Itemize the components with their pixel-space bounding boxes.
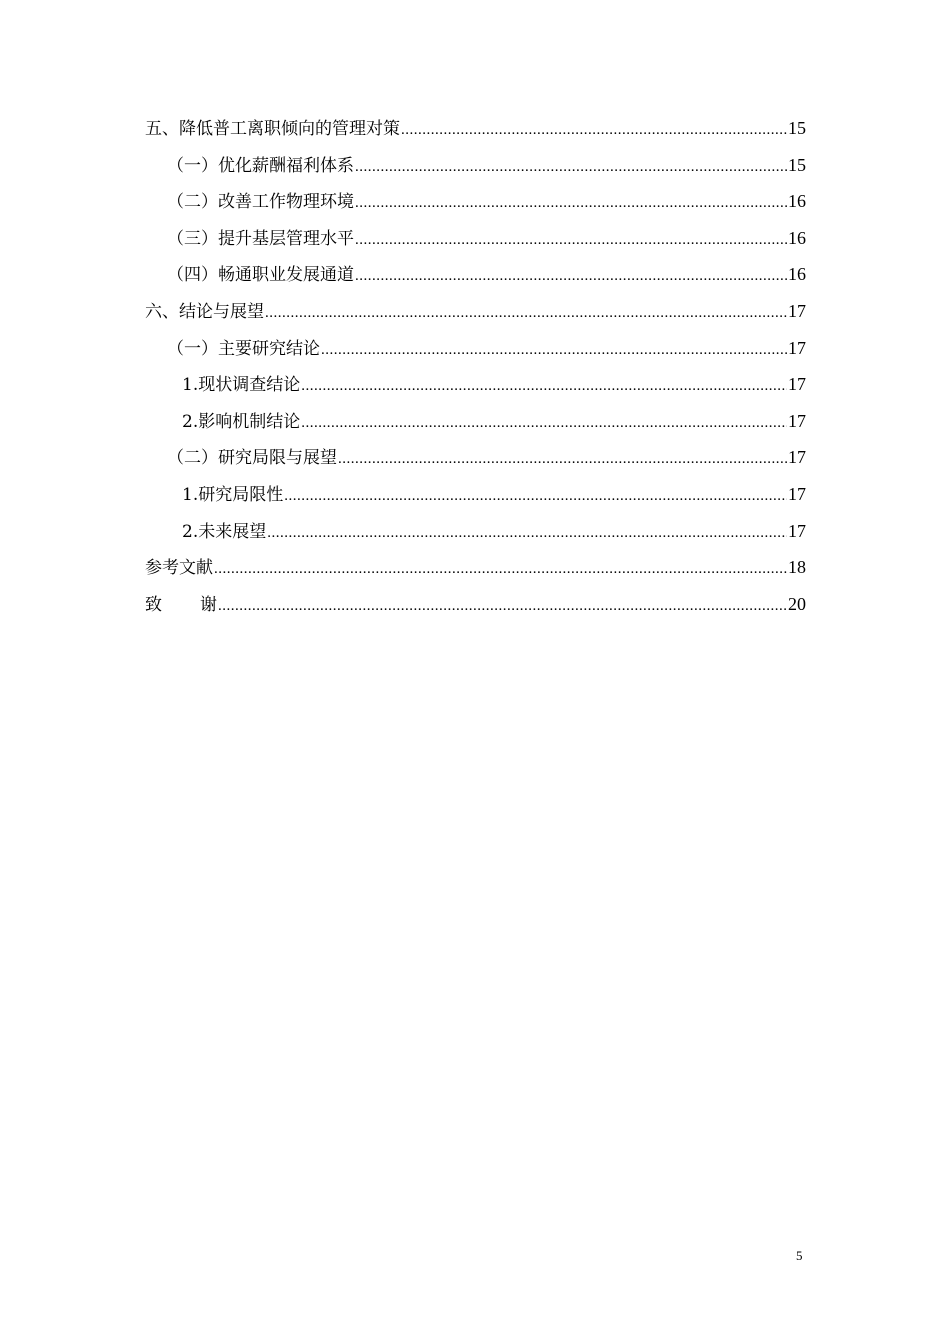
toc-dot-leader [267, 515, 787, 552]
toc-dot-leader [355, 258, 787, 295]
toc-entry-section-5[interactable] [145, 110, 806, 147]
toc-entry-page: 17 [788, 410, 806, 431]
toc-entry-title: （一）优化薪酬福利体系 [167, 155, 354, 176]
toc-dot-leader [214, 551, 787, 588]
table-of-contents [145, 110, 806, 622]
toc-entry-title: （二）研究局限与展望 [167, 448, 337, 469]
toc-entry-title: （一）主要研究结论 [167, 338, 320, 359]
toc-entry-page: 17 [788, 300, 806, 321]
toc-entry-page: 15 [788, 118, 806, 138]
toc-entry-6-2-2[interactable] [145, 513, 806, 550]
toc-entry-title [145, 587, 217, 624]
toc-entry-page: 17 [788, 447, 806, 468]
toc-entry-title: （三）提升基层管理水平 [167, 228, 354, 249]
toc-entry-6-1[interactable] [145, 330, 806, 367]
toc-entry-6-2[interactable] [145, 439, 806, 476]
toc-entry-page: 20 [788, 593, 806, 614]
toc-dot-leader [355, 149, 787, 186]
toc-entry-page: 16 [788, 264, 806, 285]
toc-entry-title: （四）畅通职业发展通道 [167, 265, 354, 286]
toc-dot-leader [321, 332, 787, 369]
toc-entry-page: 17 [788, 520, 806, 541]
toc-dot-leader [218, 588, 787, 625]
toc-entry-5-4[interactable] [145, 256, 806, 293]
toc-entry-page: 17 [788, 337, 806, 358]
toc-entry-title: 1.现状调查结论 [182, 375, 301, 396]
toc-entry-page: 16 [788, 227, 806, 248]
toc-dot-leader [355, 185, 787, 222]
toc-entry-title: 2.影响机制结论 [182, 411, 301, 432]
toc-entry-references[interactable] [145, 549, 806, 586]
toc-entry-page: 17 [788, 374, 806, 395]
toc-entry-page: 15 [788, 154, 806, 175]
toc-entry-5-2[interactable] [145, 183, 806, 220]
toc-entry-6-1-2[interactable] [145, 403, 806, 440]
toc-entry-6-2-1[interactable] [145, 476, 806, 513]
toc-dot-leader [284, 478, 787, 515]
toc-entry-title: （二）改善工作物理环境 [167, 192, 354, 213]
toc-dot-leader [338, 441, 787, 478]
toc-entry-6-1-1[interactable] [145, 366, 806, 403]
toc-dot-leader [355, 222, 787, 259]
toc-entry-section-6[interactable] [145, 293, 806, 330]
toc-entry-page: 16 [788, 191, 806, 212]
toc-entry-5-3[interactable] [145, 220, 806, 257]
toc-entry-page: 18 [788, 557, 806, 578]
toc-entry-page: 17 [788, 483, 806, 504]
page-number: 5 [796, 1248, 803, 1263]
toc-dot-leader [401, 112, 787, 149]
toc-entry-title: 六、结论与展望 [145, 301, 264, 322]
toc-entry-title-part1: 致 [145, 594, 162, 615]
toc-dot-leader [301, 368, 787, 405]
toc-entry-title-part2: 谢 [200, 594, 217, 615]
toc-entry-title: 五、降低普工离职倾向的管理对策 [145, 119, 400, 139]
toc-entry-acknowledgements[interactable] [145, 586, 806, 623]
toc-entry-title: 2.未来展望 [182, 521, 267, 542]
toc-dot-leader [265, 295, 787, 332]
toc-entry-title: 1.研究局限性 [182, 484, 284, 505]
toc-dot-leader [301, 405, 787, 442]
toc-entry-5-1[interactable] [145, 147, 806, 184]
toc-entry-title: 参考文献 [145, 558, 213, 579]
